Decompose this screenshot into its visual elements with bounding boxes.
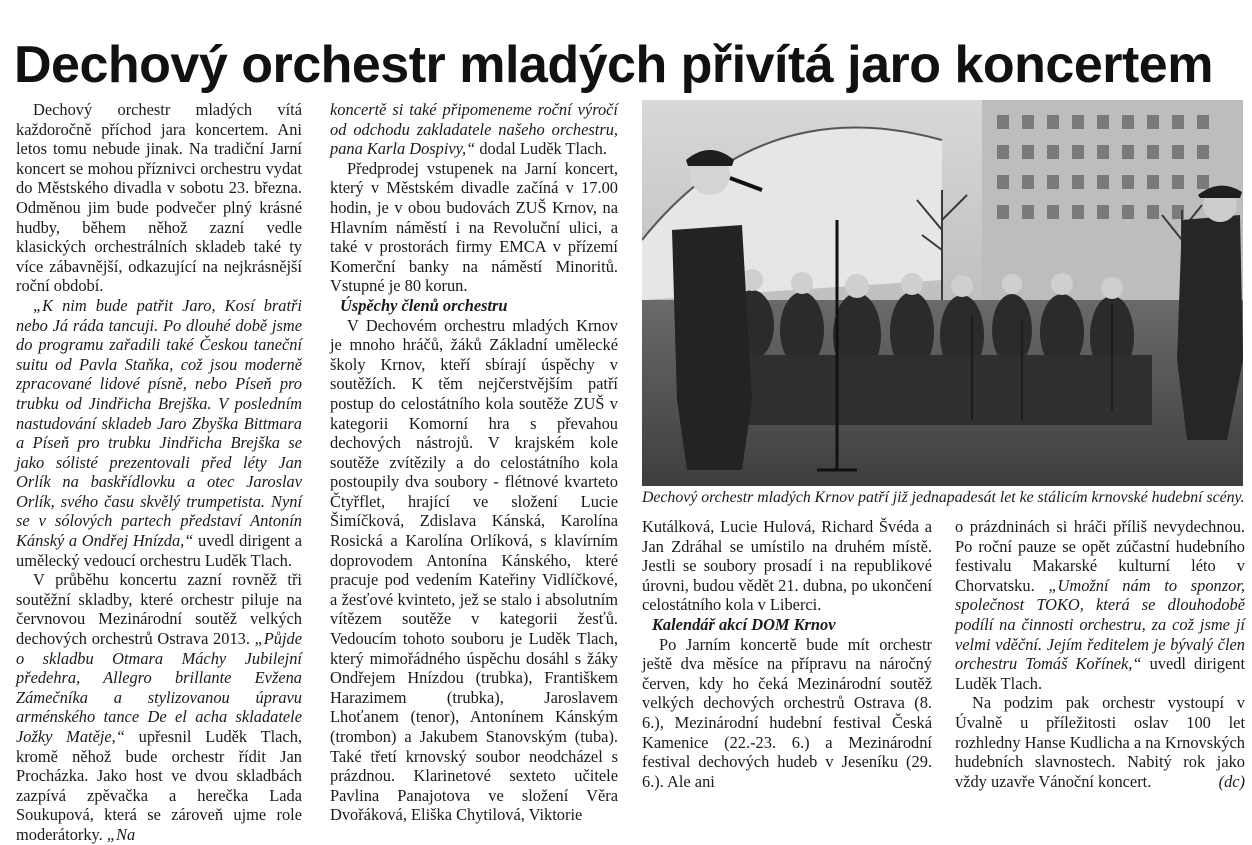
quote: „Umožní nám to sponzor, společnost TOKO, která se dlouhodobě podílí na činnosti orchestru, za což jsme jí velmi vděční. Jejím ředitelem je bývalý člen orchestru Tomáš Kořínek,“	[955, 575, 1245, 674]
text: uvedl dirigent a umělecký vedoucí orchestru Luděk Tlach.	[16, 531, 302, 570]
subheading: Úspěchy členů orchestru	[340, 295, 508, 315]
paragraph	[16, 296, 302, 570]
paragraph	[16, 570, 302, 844]
paragraph	[330, 100, 618, 159]
subheading: Kalendář akcí DOM Krnov	[652, 614, 836, 634]
text: Na podzim pak orchestr vystoupí v Úvalně u příležitosti oslav 100 let rozhledny Hanse Kudlicha a na Krnovských hudebních slavnostech. Nabitý rok jako vždy uzavře Vánoční koncert.	[955, 693, 1245, 791]
paragraph: Kutálková, Lucie Hulová, Richard Švéda a Jan Zdráhal se umístilo na druhém místě. Jestli se soubory prosadí i na republikové úrovni, budou vědět 21. dubna, po ukončení celostátního kola v Liberci.	[642, 517, 932, 615]
paragraph: Předprodej vstupenek na Jarní koncert, který v Městském divadle začíná v 17.00 hodin, je v obou budovách ZUŠ Krnov, na Hlavním náměstí i na Revoluční ulici, a také v prostorách firmy EMCA v přízemí Komerční banky na náměstí Minoritů. Vstupné je 80 korun.	[330, 158, 618, 296]
paragraph: Po Jarním koncertě bude mít orchestr ještě dva měsíce na přípravu na náročný červen, kdy ho čeká Mezinárodní soutěž velkých dechových orchestrů Ostrava (8. 6.), Mezinárodní hudební festival Česká Kamenice (22.-23. 6.) a Mezinárodní festival dechových hudeb v Jeseníku (29. 6.). Ale ani	[642, 634, 932, 791]
photo-caption: Dechový orchestr mladých Krnov patří již jednapadesát let ke stálicím krnovské hudební scény.	[642, 489, 1245, 506]
article-column-1	[16, 100, 302, 845]
quote: „Půjde o skladbu Otmara Máchy Jubilejní předehra, Allegro brillante Evžena Zámečníka a stylizovanou úpravu arménského tance De el acha skladatele Jožky Matěje,“	[16, 629, 302, 746]
orchestr-photo	[642, 100, 1243, 486]
quote: „K nim bude patřit Jaro, Kosí bratři nebo Já ráda tancuji. Po dlouhé době jsme do programu zařadili také Českou taneční suitu od Pavla Staňka, což jsou moderně zpracované lidové písně, nebo Píseň pro trubku od Jindřicha Brejška. V posledním nastudování skladeb Jaro Zbyška Bittmara a Píseň pro trubku Jindřicha Brejška se jako sólisté prezentovali před léty Jan Orlík na baskřídlovku a otec Jaroslav Orlík, svého času skvělý trumpetista. Nyní se v sólových partech představí Antonín Kánský a Ondřej Hnízda,“	[16, 295, 302, 551]
quote: „Na	[106, 824, 136, 844]
article-column-3	[642, 517, 932, 791]
text: dodal Luděk Tlach.	[475, 139, 607, 159]
paragraph: Dechový orchestr mladých vítá každoročně příchod jara koncertem. Ani letos tomu nebude jinak. Na tradiční Jarní koncert se mohou příznivci orchestru vydat do Městského divadla v sobotu 23. března. Odměnou jim bude podvečer plný krásné hudby, během něhož zazní vedle klasických orchestrálních skladeb také ty více zábavnější, odkazující na nejkrásnější roční období.	[16, 100, 302, 296]
article-column-4	[955, 517, 1245, 791]
paragraph	[955, 693, 1245, 791]
author-signature: (dc)	[1218, 771, 1245, 791]
text: upřesnil Luděk Tlach, kromě něhož bude orchestr řídit Jan Procházka. Jako host ve dvou skladbách zazpívá zpěvačka a herečka Lada Soukupová, která se zároveň ujme role moderátorky.	[16, 727, 302, 844]
text: V průběhu koncertu zazní rovněž tři soutěžní skladby, které orchestr piluje na červnovou Mezinárodní soutěž velkých dechových orchestrů Ostrava 2013.	[16, 570, 302, 649]
text: uvedl dirigent Luděk Tlach.	[955, 654, 1245, 693]
orchestra-illustration	[642, 100, 1243, 486]
paragraph	[955, 517, 1245, 693]
article-column-2	[330, 100, 618, 825]
paragraph: V Dechovém orchestru mladých Krnov je mnoho hráčů, žáků Základní umělecké školy Krnov, kteří sbírají úspěchy v soutěžích. K těm nejčerstvějším patří postup do celostátního kola soutěže ZUŠ v kategorii Komorní hra s převahou dechových nástrojů. V krajském kole soutěže zvítězily a do celostátního kola postoupily dva soubory - flétnové kvarteto Čtyřflet, hrající ve složení Lucie Šimíčková, Zdislava Kánská, Karolína Rosická a Karolína Orlíková, s klavírním doprovodem Antonína Kánského, které pracuje pod vedením Kateřiny Vidlíčkové, a žesťové kvinteto, jež se stalo i absolutním vítězem soutěže v kategorii žesťů. Vedoucím tohoto souboru je Luděk Tlach, který mimořádného úspěchu dosáhl s žáky Ondřejem Hnízdou (trubka), Františkem Harazimem (trubka), Jaroslavem Lhoťanem (tenor), Antonínem Kánským (trombon) a Jakubem Stanovským (tuba). Také třetí krnovský soubor neodcházel s prázdnou. Klarinetové sexteto učitele Pavlina Panajotova ve složení Věra Dvořáková, Eliška Chytilová, Viktorie	[330, 315, 618, 825]
article-headline: Dechový orchestr mladých přivítá jaro koncertem	[14, 36, 1213, 94]
text: o prázdninách si hráči příliš nevydechnou. Po roční pauze se opět zúčastní hudebního festivalu Makarské kulturní léto v Chorvatsku.	[955, 517, 1245, 595]
quote: koncertě si také připomeneme roční výročí od odchodu zakladatele našeho orchestru, pana Karla Dospivy,“	[330, 100, 618, 159]
